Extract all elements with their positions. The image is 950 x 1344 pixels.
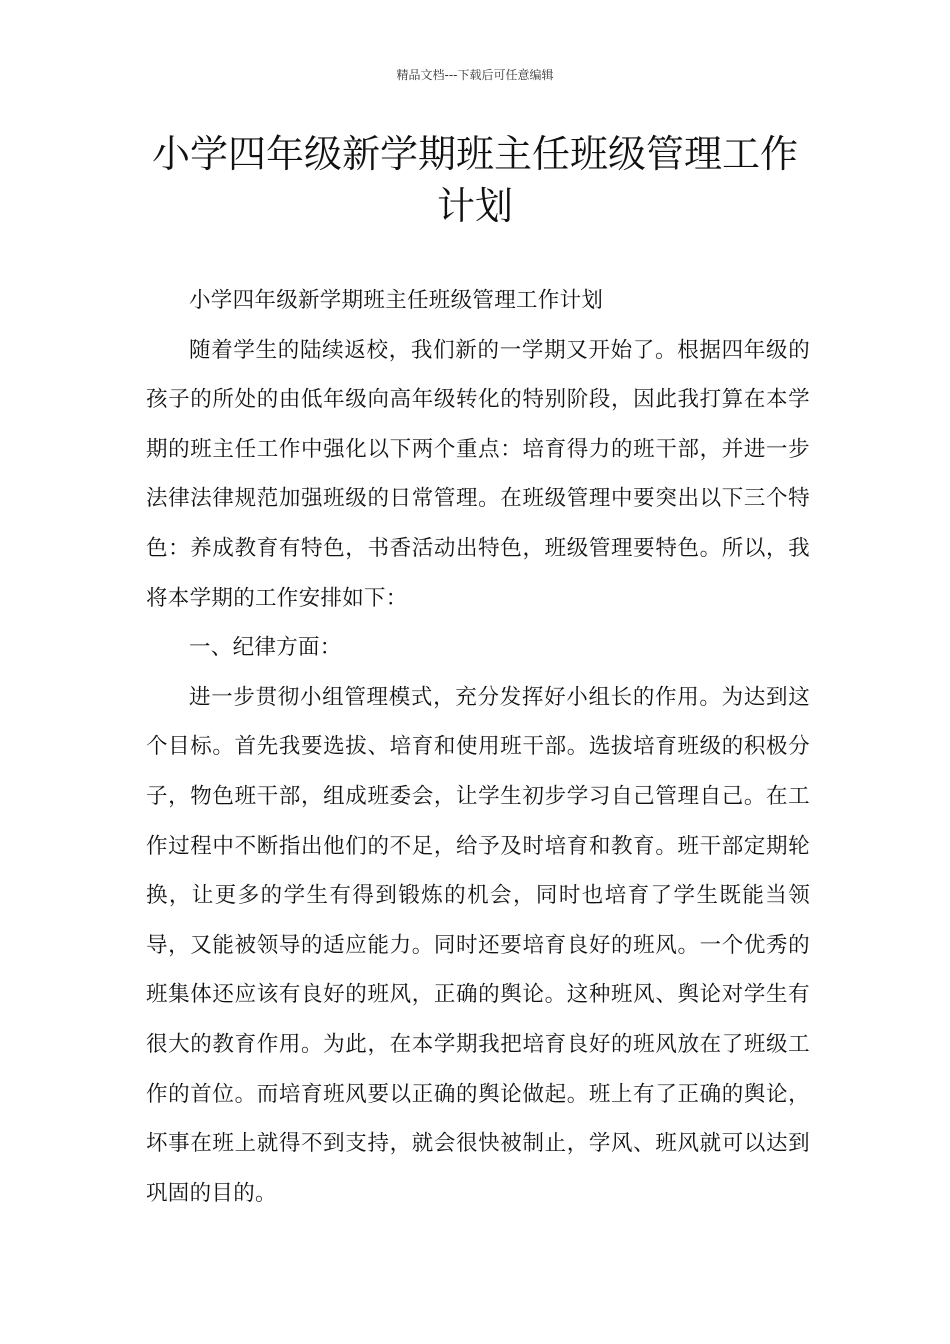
document-title-line-2: 计划: [436, 184, 513, 228]
paragraph-subtitle: 小学四年级新学期班主任班级管理工作计划: [189, 288, 604, 313]
header-note: 精品文档---下载后可任意编辑: [396, 68, 554, 82]
document-title: [120, 128, 830, 232]
document-body: [146, 276, 810, 1218]
paragraph-intro: 随着学生的陆续返校，我们新的一学期又开始了。根据四年级的孩子的所处的由低年级向高年级转化的特别阶段，因此我打算在本学期的班主任工作中强化以下两个重点：培育得力的班干部，并进一步法律法律规范加强班级的日常管理。在班级管理中要突出以下三个特色：养成教育有特色，书香活动出特色，班级管理要特色。所以，我将本学期的工作安排如下：: [146, 337, 810, 611]
paragraph-discipline: 进一步贯彻小组管理模式，充分发挥好小组长的作用。为达到这个目标。首先我要选拔、培育和使用班干部。选拔培育班级的积极分子，物色班干部，组成班委会，让学生初步学习自己管理自己。在工作过程中不断指出他们的不足，给予及时培育和教育。班干部定期轮换，让更多的学生有得到锻炼的机会，同时也培育了学生既能当领导，又能被领导的适应能力。同时还要培育良好的班风。一个优秀的班集体还应该有良好的班风，正确的舆论。这种班风、舆论对学生有很大的教育作用。为此，在本学期我把培育良好的班风放在了班级工作的首位。而培育班风要以正确的舆论做起。班上有了正确的舆论，坏事在班上就得不到支持，就会很快被制止，学风、班风就可以达到巩固的目的。: [146, 684, 810, 1206]
section-heading-discipline: 一、纪律方面：: [189, 635, 342, 661]
document-title-line-1: 小学四年级新学期班主任班级管理工作: [151, 132, 798, 176]
